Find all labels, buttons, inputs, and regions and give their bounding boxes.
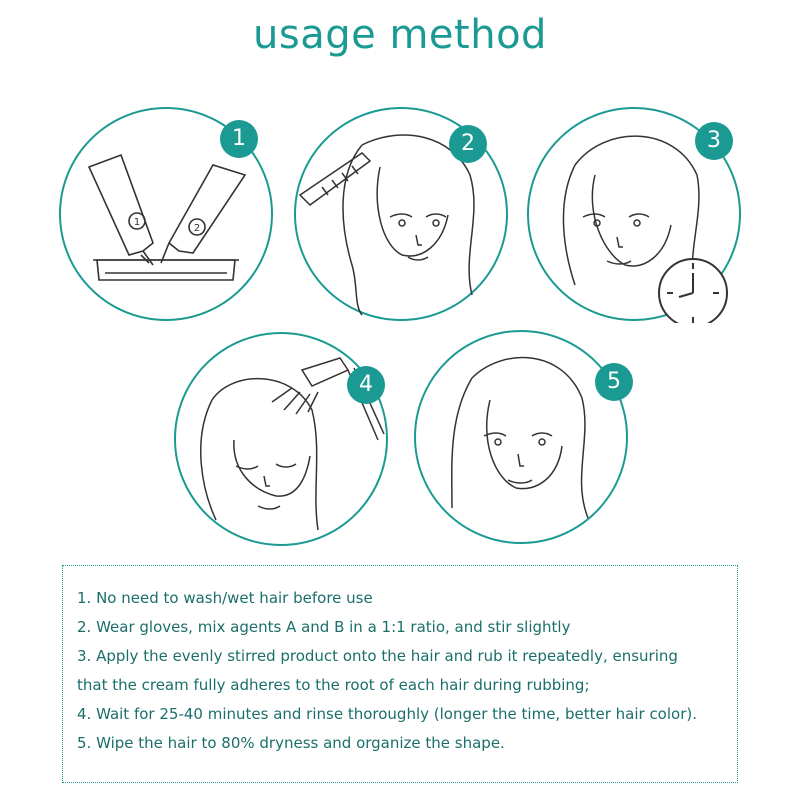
step-number-badge: 3 xyxy=(695,122,733,160)
instruction-line: 1. No need to wash/wet hair before use xyxy=(77,589,373,607)
instruction-line: 4. Wait for 25-40 minutes and rinse thoroughly (longer the time, better hair color). xyxy=(77,705,697,723)
step-2-illustration xyxy=(292,105,510,323)
instructions-box xyxy=(62,565,738,783)
styled-hair-icon xyxy=(412,328,630,546)
step-number-badge: 5 xyxy=(595,363,633,401)
instruction-line: 5. Wipe the hair to 80% dryness and organize the shape. xyxy=(77,734,505,752)
step-number-badge: 2 xyxy=(449,125,487,163)
step-3-illustration xyxy=(525,105,743,323)
step-number-badge: 4 xyxy=(347,366,385,404)
instruction-line: 3. Apply the evenly stirred product onto the hair and rub it repeatedly, ensuring xyxy=(77,647,678,665)
instruction-line: that the cream fully adheres to the root of each hair during rubbing; xyxy=(77,676,590,694)
step-number-badge: 1 xyxy=(220,120,258,158)
page-title: usage method xyxy=(253,12,547,58)
instruction-line: 2. Wear gloves, mix agents A and B in a 1:1 ratio, and stir slightly xyxy=(77,618,571,636)
svg-text:2: 2 xyxy=(193,223,201,234)
shower-rinsing-icon xyxy=(172,330,390,548)
step-5-illustration xyxy=(412,328,630,546)
step-4-illustration xyxy=(172,330,390,548)
step-1-illustration xyxy=(57,105,275,323)
svg-text:1: 1 xyxy=(133,217,141,228)
